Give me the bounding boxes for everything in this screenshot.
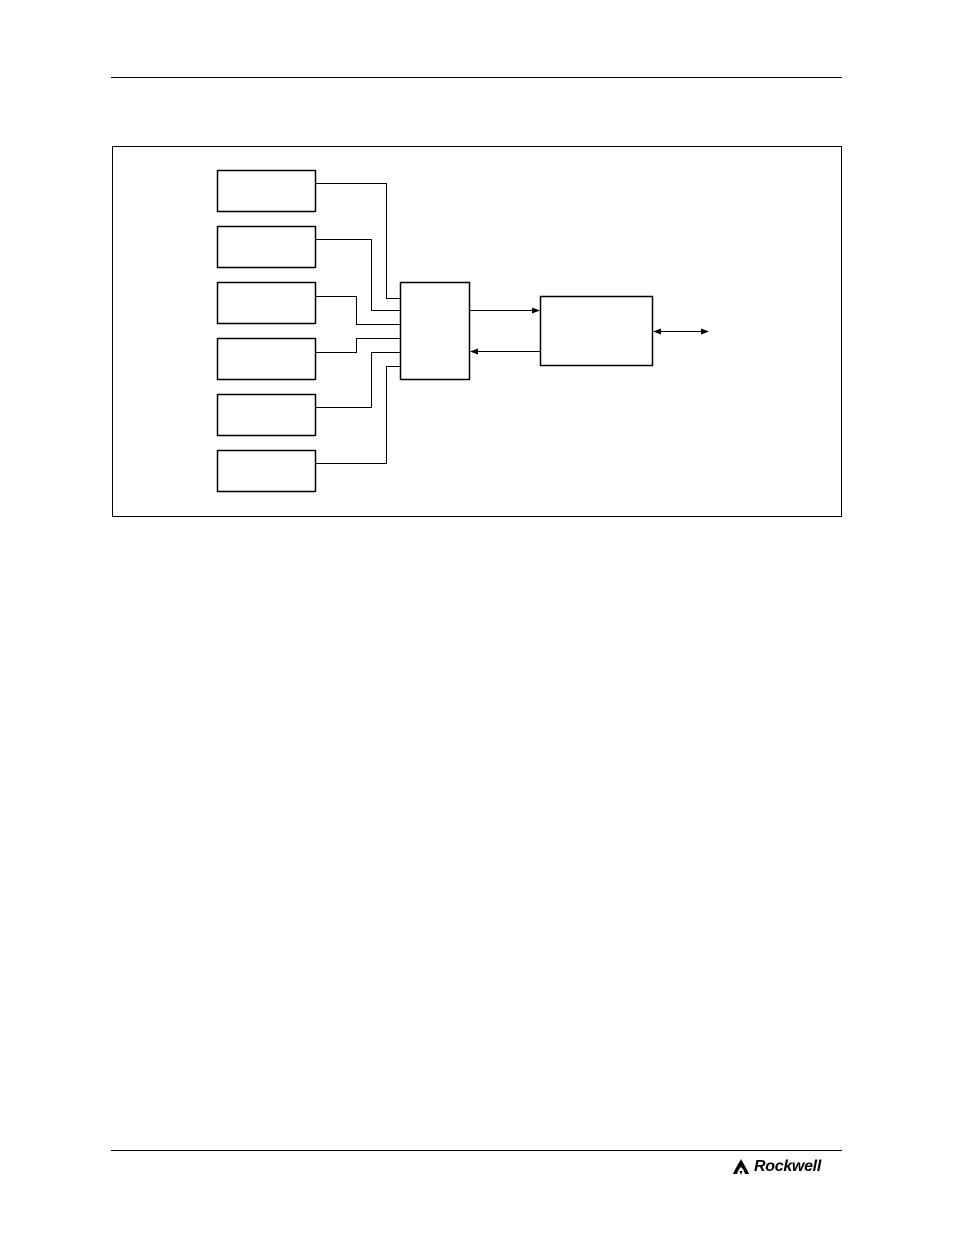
source-block-5 <box>218 395 316 436</box>
source-block-4 <box>218 339 316 380</box>
rockwell-logo-icon <box>732 1158 750 1176</box>
hub-block <box>401 283 470 380</box>
source-block-2 <box>218 227 316 268</box>
brand-logo <box>732 1156 821 1178</box>
brand-name: Rockwell <box>754 1158 821 1175</box>
connector-4 <box>316 339 400 353</box>
source-block-3 <box>218 283 316 324</box>
source-blocks <box>218 171 316 492</box>
connector-6 <box>316 367 400 464</box>
source-block-6 <box>218 451 316 492</box>
connector-1 <box>316 184 400 299</box>
footer-rule <box>111 1150 842 1151</box>
source-block-1 <box>218 171 316 212</box>
connector-5 <box>316 353 400 408</box>
source-connectors <box>316 184 400 464</box>
interface-block <box>541 297 653 366</box>
connector-2 <box>316 240 400 311</box>
